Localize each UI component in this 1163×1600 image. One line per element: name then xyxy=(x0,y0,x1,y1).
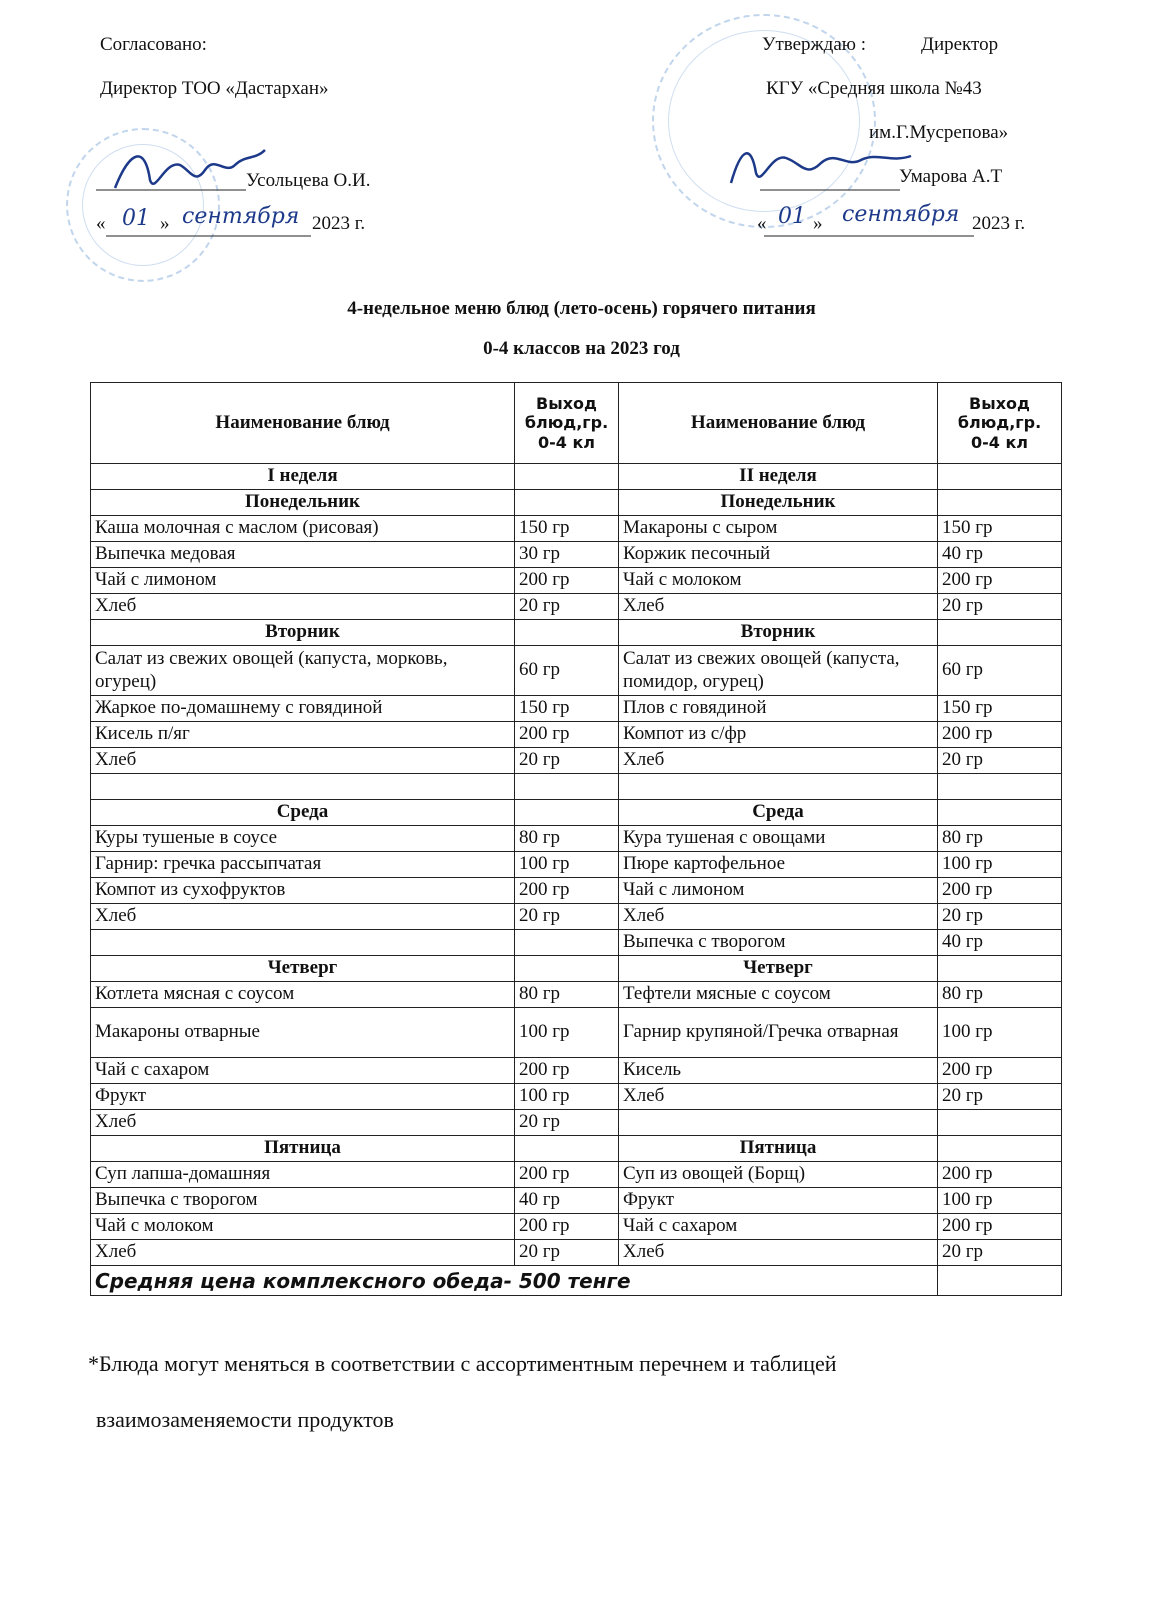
table-row xyxy=(91,646,1062,696)
day-label-right: Понедельник xyxy=(619,490,938,516)
dish-left: Куры тушеные в соусе xyxy=(91,826,515,852)
date-line-left xyxy=(106,234,311,238)
empty-cell xyxy=(515,1136,619,1162)
empty-cell xyxy=(938,956,1062,982)
dish-right: Пюре картофельное xyxy=(619,852,938,878)
yield-right: 200 гр xyxy=(938,722,1062,748)
approve-role: Директор xyxy=(921,34,999,55)
day-header-row xyxy=(91,490,1062,516)
right-date-open: « xyxy=(757,213,767,234)
table-row xyxy=(91,1188,1062,1214)
dish-right: Коржик песочный xyxy=(619,542,938,568)
yield-right: 200 гр xyxy=(938,1058,1062,1084)
dish-left: Чай с лимоном xyxy=(91,568,515,594)
table-row xyxy=(91,568,1062,594)
empty-cell xyxy=(938,1136,1062,1162)
yield-right: 20 гр xyxy=(938,904,1062,930)
dish-right: Суп из овощей (Борщ) xyxy=(619,1162,938,1188)
day-label-right: Вторник xyxy=(619,620,938,646)
yield-left: 100 гр xyxy=(515,1084,619,1110)
empty-cell xyxy=(938,800,1062,826)
dish-left: Компот из сухофруктов xyxy=(91,878,515,904)
day-label-right: Четверг xyxy=(619,956,938,982)
left-date-open: « xyxy=(96,213,106,234)
dish-left: Салат из свежих овощей (капуста, морковь, огурец) xyxy=(91,646,515,696)
yield-right: 80 гр xyxy=(938,982,1062,1008)
day-header-row xyxy=(91,956,1062,982)
yield-label-1: Выход xyxy=(969,394,1030,414)
average-price: Средняя цена комплексного обеда- 500 тенге xyxy=(91,1266,938,1296)
left-position: Директор ТОО «Дастархан» xyxy=(100,78,329,99)
yield-left: 30 гр xyxy=(515,542,619,568)
dish-right: Плов с говядиной xyxy=(619,696,938,722)
yield-left: 200 гр xyxy=(515,1214,619,1240)
dish-right: Фрукт xyxy=(619,1188,938,1214)
yield-left: 20 гр xyxy=(515,1110,619,1136)
yield-right: 20 гр xyxy=(938,1084,1062,1110)
dish-left: Кисель п/яг xyxy=(91,722,515,748)
yield-left: 150 гр xyxy=(515,696,619,722)
dish-right: Хлеб xyxy=(619,1240,938,1266)
day-header-row xyxy=(91,800,1062,826)
dish-left: Выпечка с творогом xyxy=(91,1188,515,1214)
empty-cell xyxy=(515,956,619,982)
dish-right: Кисель xyxy=(619,1058,938,1084)
left-date-sep: » xyxy=(160,213,170,234)
left-date-month: сентября xyxy=(182,204,300,229)
week-right-label: II неделя xyxy=(619,464,938,490)
dish-left: Гарнир: гречка рассыпчатая xyxy=(91,852,515,878)
table-row xyxy=(91,904,1062,930)
approve-label: Утверждаю : xyxy=(762,34,866,55)
dish-left: Хлеб xyxy=(91,904,515,930)
week-left-label: I неделя xyxy=(91,464,515,490)
week-row xyxy=(91,464,1062,490)
yield-left: 100 гр xyxy=(515,1008,619,1058)
yield-left xyxy=(515,930,619,956)
dish-left: Суп лапша-домашняя xyxy=(91,1162,515,1188)
empty-cell xyxy=(938,490,1062,516)
left-date-year: 2023 г. xyxy=(312,213,366,234)
empty-cell xyxy=(938,620,1062,646)
empty-cell xyxy=(515,464,619,490)
dish-right: Кура тушеная с овощами xyxy=(619,826,938,852)
right-date-month: сентября xyxy=(842,202,960,227)
left-date-day: 01 xyxy=(122,206,150,231)
empty-cell xyxy=(938,1266,1062,1296)
day-label-right: Среда xyxy=(619,800,938,826)
table-row xyxy=(91,982,1062,1008)
yield-left: 40 гр xyxy=(515,1188,619,1214)
table-row xyxy=(91,748,1062,774)
dish-left: Каша молочная с маслом (рисовая) xyxy=(91,516,515,542)
dish-left: Хлеб xyxy=(91,594,515,620)
yield-right: 200 гр xyxy=(938,568,1062,594)
yield-left: 200 гр xyxy=(515,1162,619,1188)
table-row xyxy=(91,878,1062,904)
table-row xyxy=(91,594,1062,620)
dish-right: Хлеб xyxy=(619,748,938,774)
dish-left: Котлета мясная с соусом xyxy=(91,982,515,1008)
empty-cell xyxy=(515,490,619,516)
dish-right: Хлеб xyxy=(619,1084,938,1110)
yield-right: 100 гр xyxy=(938,1188,1062,1214)
dish-right xyxy=(619,1110,938,1136)
empty-cell xyxy=(515,800,619,826)
yield-label-2: блюд,гр. xyxy=(524,413,609,433)
table-row xyxy=(91,542,1062,568)
table-row xyxy=(91,516,1062,542)
table-row xyxy=(91,1214,1062,1240)
yield-left: 150 гр xyxy=(515,516,619,542)
yield-right: 20 гр xyxy=(938,748,1062,774)
yield-right: 200 гр xyxy=(938,878,1062,904)
table-row xyxy=(91,1110,1062,1136)
menu-table xyxy=(90,382,1062,1296)
dish-left: Чай с сахаром xyxy=(91,1058,515,1084)
dish-right: Гарнир крупяной/Гречка отварная xyxy=(619,1008,938,1058)
menu-title-line1: 4-недельное меню блюд (лето-осень) горячего питания xyxy=(347,298,816,319)
day-label-left: Вторник xyxy=(91,620,515,646)
yield-label-3: 0-4 кл xyxy=(970,432,1029,452)
yield-right: 40 гр xyxy=(938,930,1062,956)
day-header-row xyxy=(91,1136,1062,1162)
yield-right: 150 гр xyxy=(938,696,1062,722)
table-row xyxy=(91,1058,1062,1084)
footnote-line2: взаимозаменяемости продуктов xyxy=(96,1407,394,1432)
yield-left: 60 гр xyxy=(515,646,619,696)
day-label-left: Понедельник xyxy=(91,490,515,516)
agreed-label: Согласовано: xyxy=(100,34,207,55)
yield-right: 150 гр xyxy=(938,516,1062,542)
col-header-name-right: Наименование блюд xyxy=(619,383,938,464)
menu-title-line2: 0-4 классов на 2023 год xyxy=(483,338,680,359)
right-date-day: 01 xyxy=(778,204,806,229)
col-header-yield-left xyxy=(515,383,619,464)
right-org-line1: КГУ «Средняя школа №43 xyxy=(766,78,982,99)
dish-right: Чай с молоком xyxy=(619,568,938,594)
right-date-year: 2023 г. xyxy=(972,213,1026,234)
yield-right xyxy=(938,1110,1062,1136)
yield-right: 200 гр xyxy=(938,1162,1062,1188)
yield-right: 80 гр xyxy=(938,826,1062,852)
empty-cell xyxy=(515,620,619,646)
yield-left: 20 гр xyxy=(515,748,619,774)
dish-right: Тефтели мясные с соусом xyxy=(619,982,938,1008)
dish-right: Хлеб xyxy=(619,594,938,620)
col-header-yield-right xyxy=(938,383,1062,464)
yield-label-3: 0-4 кл xyxy=(537,432,596,452)
dish-left: Макароны отварные xyxy=(91,1008,515,1058)
right-date-sep: » xyxy=(813,213,823,234)
table-row xyxy=(91,1162,1062,1188)
dish-left: Хлеб xyxy=(91,1110,515,1136)
dish-left xyxy=(91,930,515,956)
footer-row xyxy=(91,1266,1062,1296)
yield-label-2: блюд,гр. xyxy=(957,413,1042,433)
dish-right: Макароны с сыром xyxy=(619,516,938,542)
dish-right: Чай с лимоном xyxy=(619,878,938,904)
table-row xyxy=(91,826,1062,852)
table-row xyxy=(91,1084,1062,1110)
yield-right: 200 гр xyxy=(938,1214,1062,1240)
dish-right: Чай с сахаром xyxy=(619,1214,938,1240)
empty-cell xyxy=(938,464,1062,490)
empty-cell xyxy=(91,774,515,800)
yield-right: 40 гр xyxy=(938,542,1062,568)
spacer-row xyxy=(91,774,1062,800)
dish-left: Чай с молоком xyxy=(91,1214,515,1240)
yield-left: 100 гр xyxy=(515,852,619,878)
left-name: Усольцева О.И. xyxy=(246,170,371,191)
day-header-row xyxy=(91,620,1062,646)
dish-left: Хлеб xyxy=(91,1240,515,1266)
empty-cell xyxy=(938,774,1062,800)
dish-left: Фрукт xyxy=(91,1084,515,1110)
yield-left: 20 гр xyxy=(515,1240,619,1266)
dish-right: Хлеб xyxy=(619,904,938,930)
table-header-row xyxy=(91,383,1062,464)
yield-right: 100 гр xyxy=(938,852,1062,878)
right-org-line2: им.Г.Мусрепова» xyxy=(869,122,1009,143)
dish-right: Выпечка с творогом xyxy=(619,930,938,956)
yield-left: 80 гр xyxy=(515,982,619,1008)
dish-right: Салат из свежих овощей (капуста, помидор, огурец) xyxy=(619,646,938,696)
yield-right: 20 гр xyxy=(938,1240,1062,1266)
yield-left: 200 гр xyxy=(515,1058,619,1084)
yield-label-1: Выход xyxy=(536,394,597,414)
signature-line-right xyxy=(760,188,900,192)
signature-right xyxy=(726,138,916,193)
table-row xyxy=(91,1240,1062,1266)
yield-right: 100 гр xyxy=(938,1008,1062,1058)
signature-line-left xyxy=(96,188,246,192)
empty-cell xyxy=(619,774,938,800)
table-row xyxy=(91,930,1062,956)
yield-left: 200 гр xyxy=(515,878,619,904)
yield-left: 20 гр xyxy=(515,904,619,930)
table-row xyxy=(91,696,1062,722)
dish-left: Хлеб xyxy=(91,748,515,774)
dish-right: Компот из с/фр xyxy=(619,722,938,748)
yield-left: 200 гр xyxy=(515,568,619,594)
day-label-left: Среда xyxy=(91,800,515,826)
yield-left: 80 гр xyxy=(515,826,619,852)
dish-left: Жаркое по-домашнему с говядиной xyxy=(91,696,515,722)
date-line-right xyxy=(764,234,974,238)
yield-left: 20 гр xyxy=(515,594,619,620)
empty-cell xyxy=(515,774,619,800)
yield-right: 60 гр xyxy=(938,646,1062,696)
col-header-name-left: Наименование блюд xyxy=(91,383,515,464)
day-label-right: Пятница xyxy=(619,1136,938,1162)
right-name: Умарова А.Т xyxy=(899,166,1003,187)
table-row xyxy=(91,722,1062,748)
day-label-left: Пятница xyxy=(91,1136,515,1162)
yield-left: 200 гр xyxy=(515,722,619,748)
day-label-left: Четверг xyxy=(91,956,515,982)
table-row xyxy=(91,852,1062,878)
table-row xyxy=(91,1008,1062,1058)
footnote-line1: *Блюда могут меняться в соответствии с ассортиментным перечнем и таблицей xyxy=(88,1351,837,1376)
yield-right: 20 гр xyxy=(938,594,1062,620)
dish-left: Выпечка медовая xyxy=(91,542,515,568)
